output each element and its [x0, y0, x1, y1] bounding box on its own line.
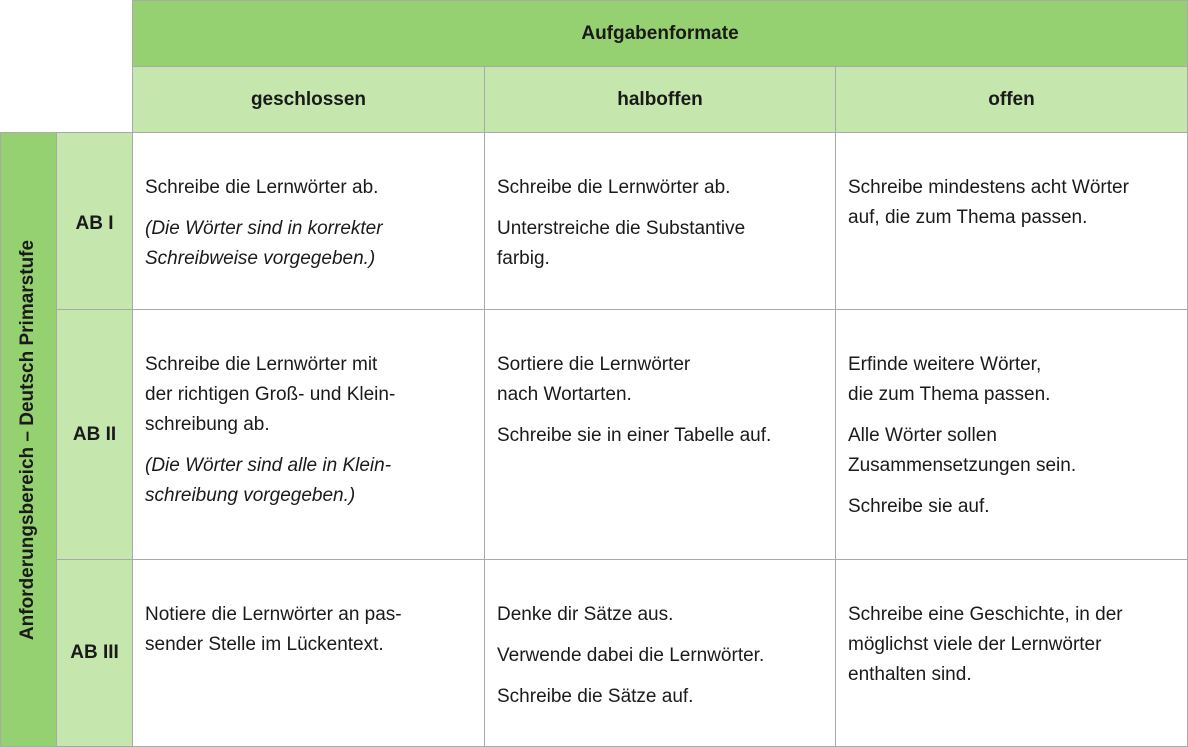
cell-instruction: Schreibe die Lernwörter ab.	[497, 177, 731, 198]
cell-instruction: Unterstreiche die Substantive farbig.	[497, 218, 746, 269]
cell-instruction: Schreibe sie auf.	[848, 496, 990, 517]
cell-instruction: Schreibe mindestens acht Wörter auf, die zum Thema passen.	[848, 177, 1129, 228]
cell-ab-iii-offen	[835, 559, 1188, 747]
cell-instruction: Alle Wörter sollen Zusammensetzungen sein.	[848, 425, 1077, 476]
cell-ab-ii-geschlossen	[132, 309, 485, 560]
cell-ab-ii-halboffen	[484, 309, 836, 560]
cell-ab-iii-geschlossen	[132, 559, 485, 747]
row-label-ab-ii	[56, 309, 133, 560]
cell-instruction: Schreibe die Lernwörter ab.	[145, 177, 379, 198]
cell-ab-iii-halboffen	[484, 559, 836, 747]
cell-instruction: Schreibe eine Geschichte, in der möglichst viele der Lernwörter enthalten sind.	[848, 604, 1123, 685]
cell-instruction: Sortiere die Lernwörter nach Wortarten.	[497, 354, 691, 405]
column-header-halboffen	[484, 66, 836, 133]
cell-note: (Die Wörter sind in korrekter Schreibweise vorgegeben.)	[145, 218, 383, 269]
row-label-text: AB II	[72, 423, 117, 445]
table-title-text: Aufgabenformate	[581, 22, 739, 44]
column-header-label: halboffen	[617, 88, 703, 110]
cell-instruction: Schreibe die Sätze auf.	[497, 686, 694, 707]
cell-instruction: Verwende dabei die Lernwörter.	[497, 645, 765, 666]
cell-instruction: Schreibe die Lernwörter mit der richtigen Groß- und Klein- schreibung ab.	[145, 354, 396, 435]
cell-ab-i-offen	[835, 132, 1188, 310]
row-label-text: AB I	[75, 213, 114, 234]
column-header-label: offen	[988, 88, 1035, 110]
row-label-ab-iii	[56, 559, 133, 747]
cell-ab-ii-offen	[835, 309, 1188, 560]
column-header-label: geschlossen	[250, 88, 367, 110]
row-label-text: AB III	[70, 642, 119, 663]
row-label-ab-i	[56, 132, 133, 310]
cell-instruction: Erfinde weitere Wörter, die zum Thema passen.	[848, 354, 1051, 405]
cell-instruction: Denke dir Sätze aus.	[497, 604, 674, 625]
column-header-offen	[835, 66, 1188, 133]
cell-ab-i-halboffen	[484, 132, 836, 310]
side-title	[0, 132, 57, 747]
cell-note: (Die Wörter sind alle in Klein- schreibung vorgegeben.)	[145, 455, 392, 506]
cell-ab-i-geschlossen	[132, 132, 485, 310]
side-title-text: Anforderungsbereich – Deutsch Primarstufe	[17, 239, 39, 640]
column-header-geschlossen	[132, 66, 485, 133]
cell-instruction: Notiere die Lernwörter an pas- sender Stelle im Lückentext.	[145, 604, 402, 655]
table-title	[132, 0, 1188, 67]
cell-instruction: Schreibe sie in einer Tabelle auf.	[497, 425, 772, 446]
